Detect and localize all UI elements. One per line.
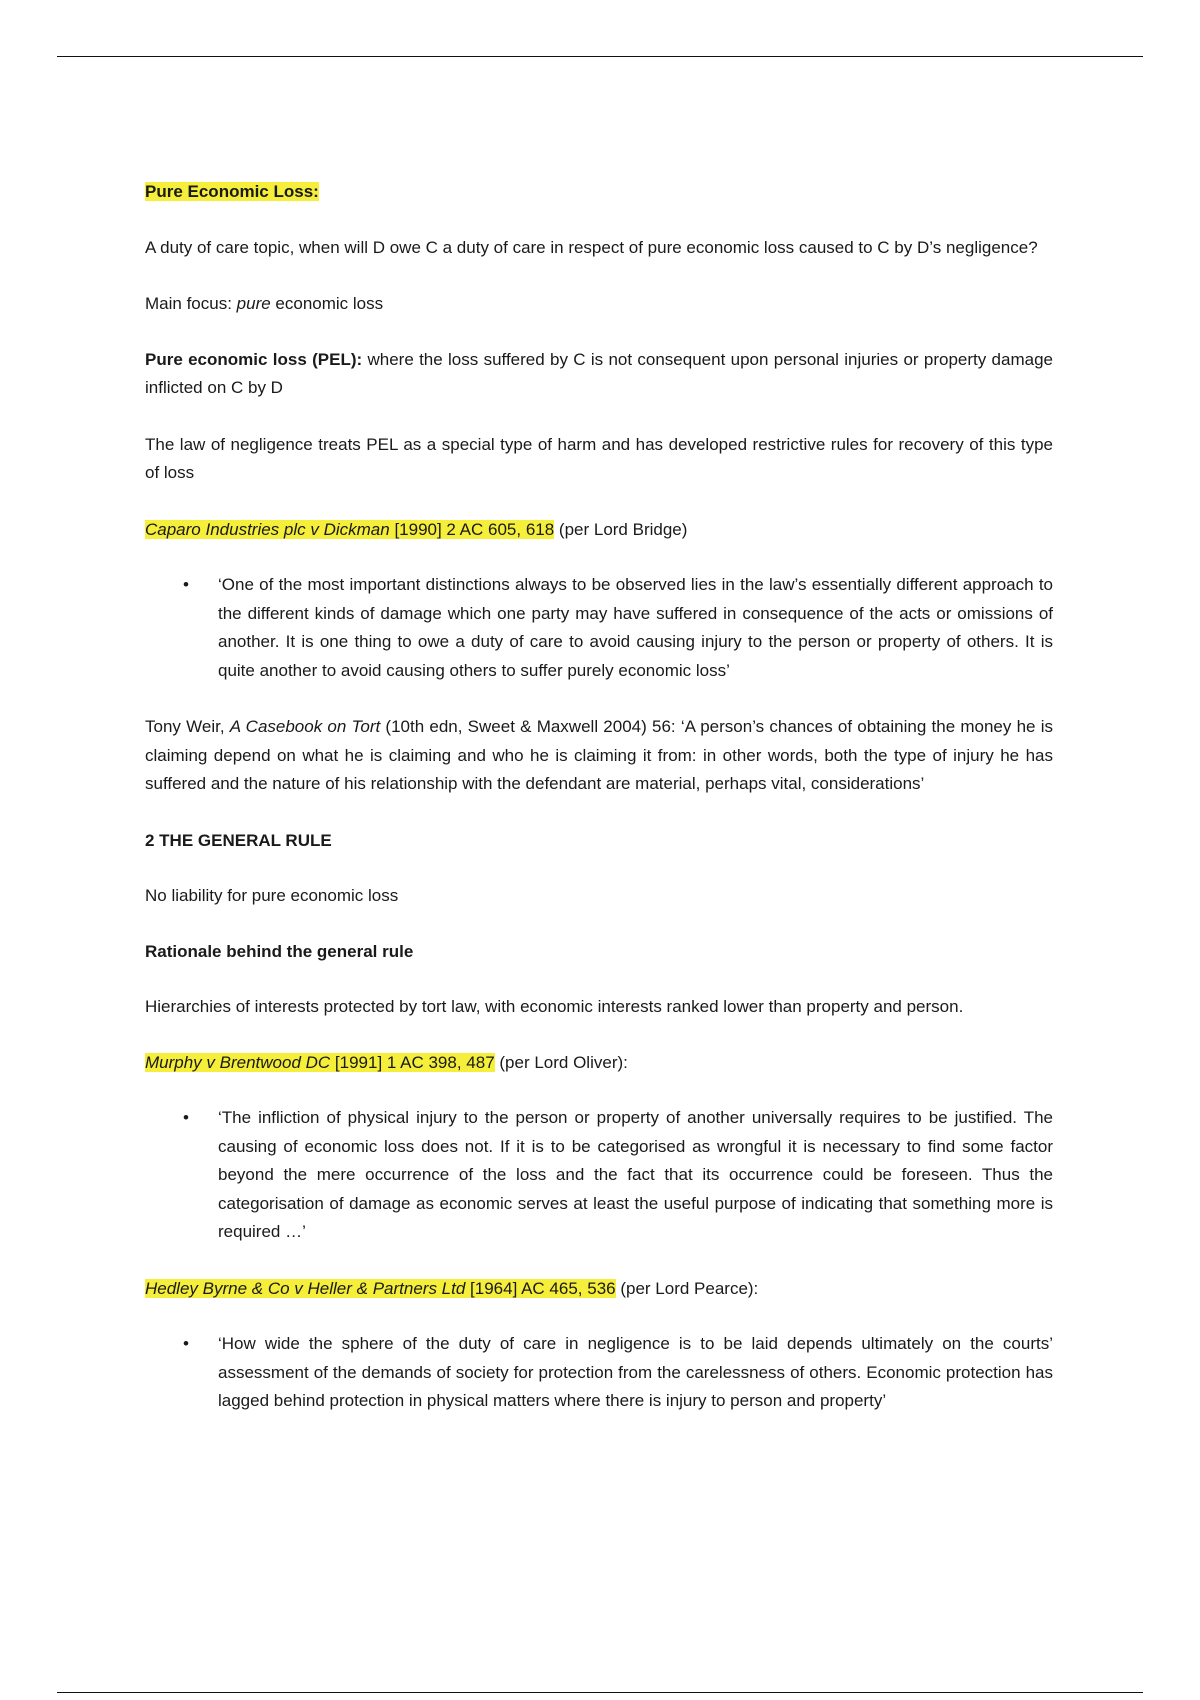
murphy-citation	[145, 1049, 1053, 1078]
main-focus-emphasis: pure	[236, 294, 271, 313]
weir-paragraph	[145, 713, 1053, 799]
header-rule	[57, 56, 1143, 57]
general-rule-heading: 2 THE GENERAL RULE	[145, 830, 332, 850]
caparo-citation	[145, 516, 1053, 545]
weir-text: (10th edn, Sweet & Maxwell 2004) 56: ‘A person’s chances of obtaining the money he is claiming depend on what he is claiming and who he is claiming it from: in other words, both the type of injury he has suffered and the nature of his relationship with the defendant are material, perhaps vital, considerations’	[145, 717, 1053, 793]
murphy-case-name: Murphy v Brentwood DC	[145, 1052, 331, 1072]
page-heading	[145, 178, 1053, 207]
hedley-citation-ref: [1964] AC 465, 536	[465, 1278, 616, 1298]
caparo-citation-ref: [1990] 2 AC 605, 618	[389, 519, 555, 539]
footer-rule	[57, 1692, 1143, 1693]
hedley-quote-text: ‘How wide the sphere of the duty of care in negligence is to be laid depends ultimately on the courts’ assessment of the demands of society for protection from the carelessness of others. Economic protection has lagged behind protection in physical matters where there is injury to person and property’	[218, 1334, 1053, 1410]
caparo-suffix: (per Lord Bridge)	[554, 519, 688, 539]
rationale-text: Hierarchies of interests protected by tort law, with economic interests ranked lower than property and person.	[145, 997, 964, 1016]
hedley-quote	[145, 1330, 1053, 1416]
heading-highlight: Pure Economic Loss:	[145, 182, 319, 201]
hedley-suffix: (per Lord Pearce):	[615, 1278, 759, 1298]
caparo-quote-list	[145, 571, 1053, 685]
hedley-quote-list	[145, 1330, 1053, 1416]
pel-text: where the loss suffered by C is not consequent upon personal injuries or property damage inflicted on C by D	[145, 349, 1053, 397]
pel-definition-paragraph	[145, 346, 1053, 403]
main-focus-prefix: Main focus:	[145, 294, 237, 313]
murphy-quote	[145, 1104, 1053, 1247]
murphy-citation-ref: [1991] 1 AC 398, 487	[330, 1052, 495, 1072]
rationale-heading: Rationale behind the general rule	[145, 941, 414, 961]
intro-paragraph: A duty of care topic, when will D owe C a duty of care in respect of pure economic loss caused to C by D’s negligence?	[145, 237, 1038, 257]
bullet-icon: •	[183, 575, 189, 594]
document-body	[145, 178, 1053, 1444]
bullet-icon: •	[183, 1334, 189, 1353]
murphy-quote-text: ‘The infliction of physical injury to the person or property of another universally requires to be justified. The causing of economic loss does not. If it is to be categorised as wrongful it is necessary to find some factor beyond the mere occurrence of the loss and the fact that its occurrence could be foreseen. Thus the categorisation of damage as economic serves at least the useful purpose of indicating that something more is required …’	[218, 1108, 1053, 1241]
caparo-quote	[145, 571, 1053, 685]
murphy-suffix: (per Lord Oliver):	[494, 1052, 628, 1072]
general-rule-text: No liability for pure economic loss	[145, 886, 399, 905]
law-of-negligence-paragraph: The law of negligence treats PEL as a special type of harm and has developed restrictive rules for recovery of this type of loss	[145, 434, 1053, 482]
weir-author: Tony Weir,	[145, 717, 230, 736]
caparo-highlight	[145, 520, 554, 539]
main-focus-suffix: economic loss	[270, 294, 384, 313]
weir-title: A Casebook on Tort	[229, 717, 381, 736]
bullet-icon: •	[183, 1108, 189, 1127]
hedley-highlight	[145, 1279, 616, 1298]
hedley-citation	[145, 1275, 1053, 1304]
murphy-highlight	[145, 1053, 495, 1072]
murphy-quote-list	[145, 1104, 1053, 1247]
pel-term: Pure economic loss (PEL):	[145, 349, 363, 369]
caparo-case-name: Caparo Industries plc v Dickman	[145, 519, 390, 539]
main-focus-paragraph	[145, 290, 1053, 319]
caparo-quote-text: ‘One of the most important distinctions always to be observed lies in the law’s essentially different approach to the different kinds of damage which one party may have suffered in consequence of the acts or omissions of another. It is one thing to owe a duty of care to avoid causing injury to the person or property of others. It is quite another to avoid causing others to suffer purely economic loss’	[218, 575, 1053, 680]
hedley-case-name: Hedley Byrne & Co v Heller & Partners Ltd	[145, 1278, 466, 1298]
